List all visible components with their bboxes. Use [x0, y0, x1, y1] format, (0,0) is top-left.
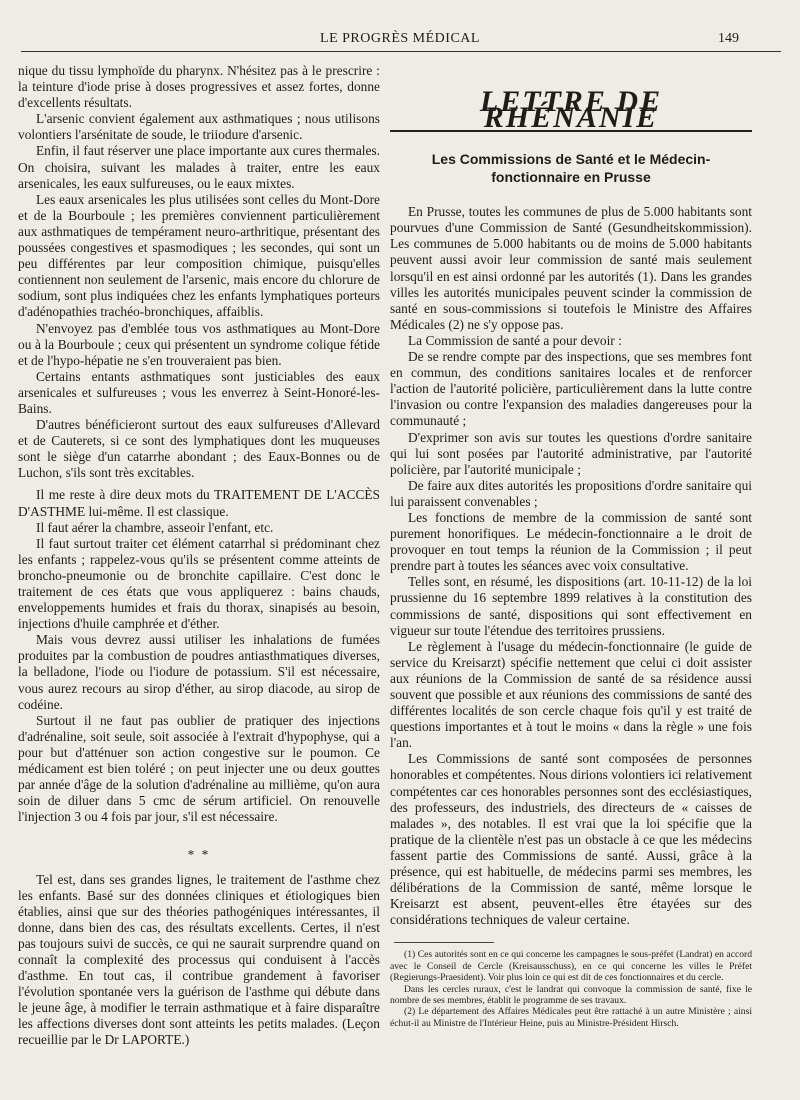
page-header — [0, 0, 800, 52]
paragraph: Les Commissions de santé sont composées de personnes honorables et compétentes. Nous dirions volontiers ici relativement compétentes car ces honorables personnes sont des ecclésiastiques, des professeurs, des industriels, des directeurs de « caisses de malades », des notables. Il est vrai que la loi spécifie que la pratique de la clientèle n'est pas un obstacle à ce que les médecins fassent partie des Commissions de santé. Aussi, grâce à la présence, qui est habituelle, de médecins parmi ses membres, les délibérations de la Commission de santé, même lorsque le Kreisarzt est absent, peuvent-elles être étayées sur des considérations techniques de valeur certaine. — [390, 751, 752, 928]
section-title: LETTRE DE RHÉNANIE — [390, 94, 752, 132]
paragraph: La Commission de santé a pour devoir : — [408, 332, 622, 348]
paragraph: Il faut aérer la chambre, asseoir l'enfant, etc. — [36, 519, 274, 535]
paragraph: Surtout il ne faut pas oublier de pratiquer des injections d'adrénaline, soit seule, soit associée à l'extrait d'hypophyse, qui a pour but d'atténuer son action congestive sur le poumon. Ce médicament est bien toléré ; on peut injecter une ou deux gouttes par année d'âge de la solution d'adrénaline au millième, qu'on aura soin de diluer dans 5 cmc de sérum artificiel. On renouvelle l'injection 3 ou 4 fois par jour, s'il est nécessaire. — [18, 712, 380, 825]
paragraph: De se rendre compte par des inspections, que ses membres font en commun, des conditions sanitaires locales et de renforcer l'action de l'autorité policière, particulièrement dans la lutte contre l'invasion ou contre l'expansion des maladies dangereuses pour la communauté ; — [390, 349, 752, 429]
footnotes — [390, 949, 752, 1029]
section-separator-stars: * * — [187, 847, 211, 863]
paragraph: En Prusse, toutes les communes de plus de 5.000 habitants sont pourvues d'une Commission de Santé (Gesundheitskommission). Les communes de 5.000 habitants ou de moins de 5.000 habitants peuvent aussi avoir leur commission de santé mais seulement lorsqu'il en est ainsi ordonné par les autorités (1). Dans les grandes villes les autorités municipales peuvent scinder la commission de santé en sous-commissions si toutefois le Ministre des Affaires Médicales (2) ne s'y oppose pas. — [390, 204, 752, 332]
paragraph: Les eaux arsenicales les plus utilisées sont celles du Mont-Dore et de la Bourboule ; les premières conviennent particulièrement aux asthmatiques de tempérament neuro-arthritique, présentant des poussées congestives et spasmodiques ; les secondes, qui sont un peu différentes par leur composition chimique, puisqu'elles contiennent non seulement de l'arsenic, mais encore du chlorure de sodium, sont plus indiquées chez les enfants lymphatiques porteurs d'adénopathies trachéo-bronchiques, affaiblis. — [18, 191, 380, 320]
paragraph: Telles sont, en résumé, les dispositions (art. 10-11-12) de la loi prussienne du 16 septembre 1899 relatives à la constitution des commissions de santé, dispositions qui sont effectivement en vigueur sur toute l'étendue des territoires prussiens. — [390, 574, 752, 638]
left-column — [18, 63, 380, 1049]
footnote-rule — [394, 942, 494, 943]
paragraph: L'arsenic convient également aux asthmatiques ; nous utilisons volontiers l'arsénitate de soude, le triiodure d'arsenic. — [18, 111, 380, 143]
paragraph: Il faut surtout traiter cet élément catarrhal si prédominant chez les enfants ; rappelez-vous qu'ils se présentent comme atteints de broncho-pneumonie ou de bronchite capillaire. C'est donc le traitement de ces états que vous appliquerez : bains chauds, enveloppements humides et frais du thorax, sinapisés au besoin, injections d'huile camphrée et d'éther. — [18, 535, 380, 632]
header-rule — [21, 51, 781, 52]
journal-title: LE PROGRÈS MÉDICAL — [320, 31, 480, 46]
right-column — [390, 85, 752, 1029]
page-number: 149 — [718, 31, 739, 46]
paragraph: Mais vous devrez aussi utiliser les inhalations de fumées produites par la combustion de poudres antiasthmatiques diverses, la belladone, l'iode ou l'iodure de potassium. S'il est nécessaire, vous aurez recours au sirop d'éther, au sirop diacode, au sirop de codéine. — [18, 632, 380, 712]
paragraph: Il me reste à dire deux mots du TRAITEMENT DE L'ACCÈS D'ASTHME lui-même. Il est classique. — [18, 487, 380, 519]
paragraph: D'autres bénéficieront surtout des eaux sulfureuses d'Allevard et de Cauterets, si ce sont des lymphatiques dont les muqueuses sont le siège d'un catarrhe abondant ; des Eaux-Bonnes ou de Luchon, s'ils sont très excitables. — [18, 417, 380, 481]
paragraph: De faire aux dites autorités les propositions d'ordre sanitaire qui lui paraissent convenables ; — [390, 477, 752, 509]
article-title: Les Commissions de Santé et le Médecin-fonctionnaire en Prusse — [431, 151, 711, 186]
paragraph: D'exprimer son avis sur toutes les questions d'ordre sanitaire qui lui sont posées par l'autorité administrative, par l'autorité policière, par l'autorité municipale ; — [390, 429, 752, 477]
footnote: (2) Le département des Affaires Médicales peut être rattaché à un autre Ministère ; ainsi échut-il au Ministre de l'Intérieur Heine, puis au Ministre-Président Hirsch. — [390, 1006, 752, 1029]
footnote: Dans les cercles ruraux, c'est le landrat qui convoque la commission de santé, fixe le nombre de ses membres, établit le programme de ses travaux. — [390, 983, 752, 1007]
paragraph: Certains entants asthmatiques sont justiciables des eaux arsenicales et sulfureuses ; vous les enverrez à Seint-Honoré-les-Bains. — [18, 368, 380, 416]
paragraph: Les fonctions de membre de la commission de santé sont purement honorifiques. Le médecin-fonctionnaire a le droit de provoquer en tout temps la réunion de la Commission ; il peut prendre part à toutes les séances avec voix consultative. — [390, 509, 752, 574]
paragraph: Le règlement à l'usage du médecin-fonctionnaire (le guide de service du Kreisarzt) spécifie nettement que celui ci doit assister aux réunions de la Commission de santé de sa résidence aussi souvent que possible et aux réunions des commissions de santé des différentes localités de son cercle chaque fois qu'il y est traité de questions importantes et à tout le moins « dans la règle » une fois l'an. — [390, 638, 752, 751]
closing-paragraph: Tel est, dans ses grandes lignes, le traitement de l'asthme chez les enfants. Basé sur des données cliniques et étiologiques bien établies, ainsi que sur des théories pathogéniques intéressantes, il donne, dans bien des cas, des résultats excellents. Certes, il n'est pas toujours suivi de succès, ce qui ne saurait surprendre quand on connaît la complexité des processus qui conduisent à l'accès d'asthme. En tout cas, il contribue grandement à favoriser l'évolution spontanée vers la guérison de l'asthme qui débute dans le jeune âge, à modifier le terrain asthmatique et à faire disparaître les affections diverses dont sont atteints les petits malades. (Leçon recueillie par le Dr LAPORTE.) — [18, 871, 380, 1048]
paragraph: nique du tissu lymphoïde du pharynx. N'hésitez pas à le prescrire : la teinture d'iode prise à doses progressives et assez fortes, donne d'excellents résultats. — [18, 63, 380, 111]
paragraph: N'envoyez pas d'emblée tous vos asthmatiques au Mont-Dore ou à la Bourboule ; ceux qui présentent un syndrome colique fétide et de l'hypo-hépatie ne s'en trouveraient pas bien. — [18, 320, 380, 368]
paragraph: Enfin, il faut réserver une place importante aux cures thermales. On choisira, suivant les malades à traiter, entre les eaux arsenicales, les eaux sulfureuses, ou le eaux mixtes. — [18, 143, 380, 191]
footnote: (1) Ces autorités sont en ce qui concerne les campagnes le sous-préfet (Landrat) en accord avec le Conseil de Cercle (Kreisausschuss), en ce qui concerne les villes le Préfet (Regierungs-Praesident). Voir plus loin ce qui est dit de ces fonctionnaires et du cercle. — [390, 949, 752, 984]
